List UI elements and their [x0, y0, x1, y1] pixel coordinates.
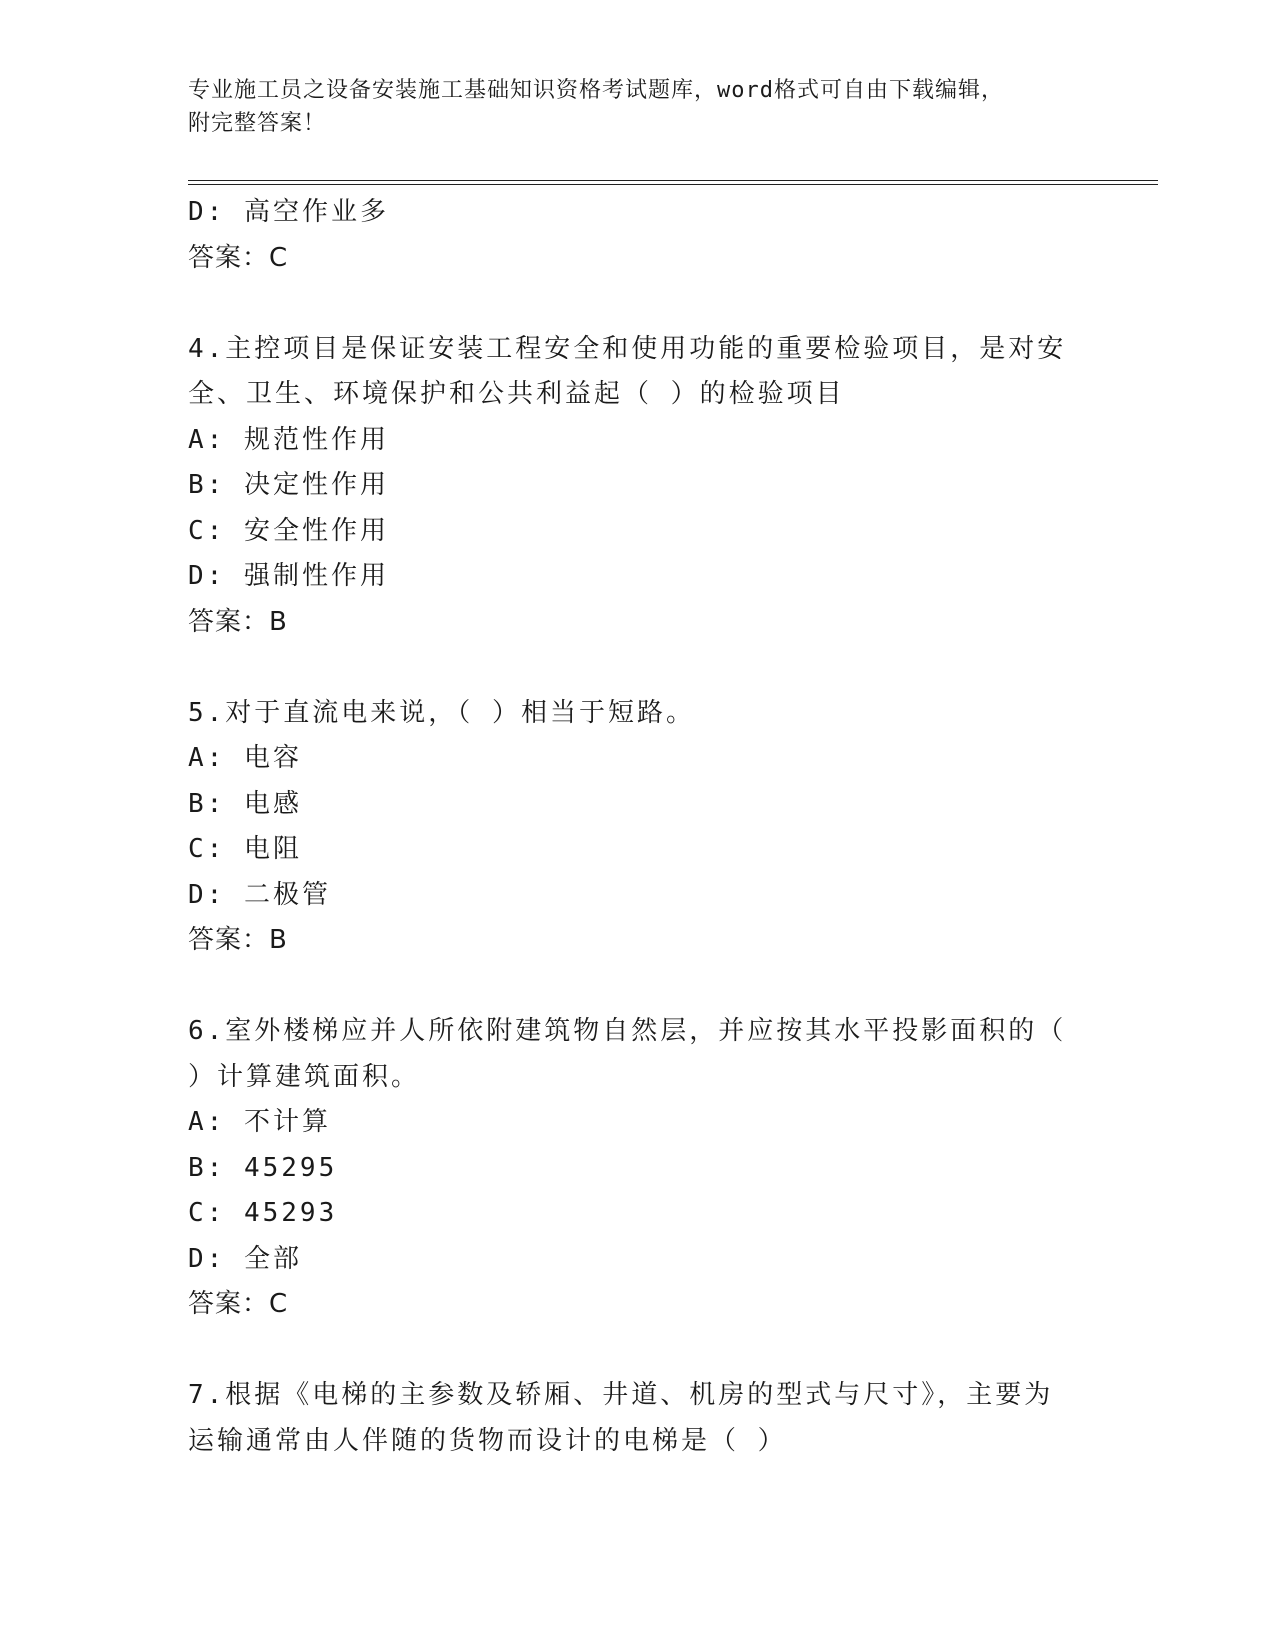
question-6-option-a: A: 不计算 [188, 1107, 331, 1137]
carryover-answer: 答案：C [188, 242, 289, 273]
question-7-stem-line-2: 运输通常由人伴随的货物而设计的电梯是（ ） [188, 1425, 787, 1456]
question-5-option-b: B: 电感 [188, 788, 302, 819]
header-divider [188, 180, 1158, 185]
header-line-1: 专业施工员之设备安装施工基础知识资格考试题库，word格式可自由下载编辑， [188, 78, 1004, 103]
question-5-stem-line-1: 5.对于直流电来说，（ ）相当于短路。 [188, 697, 695, 728]
spacer [188, 645, 1068, 691]
question-5-option-c: C: 电阻 [188, 834, 302, 864]
question-6-option-d: D: 全部 [188, 1243, 302, 1274]
question-4-answer: 答案：B [188, 606, 288, 637]
spacer [188, 964, 1068, 1010]
question-5-answer: 答案：B [188, 925, 288, 955]
document-header [188, 74, 1068, 140]
question-6-option-c: C: 45293 [188, 1198, 338, 1228]
question-6-answer: 答案：C [188, 1289, 289, 1319]
question-4-option-b: B: 决定性作用 [188, 470, 389, 500]
question-4-option-a: A: 规范性作用 [188, 424, 389, 455]
question-4-stem-line-2: 全、卫生、环境保护和公共利益起（ ）的检验项目 [188, 379, 845, 409]
spacer [188, 1328, 1068, 1374]
question-5-option-a: A: 电容 [188, 743, 302, 773]
question-content [188, 190, 1068, 1464]
question-4-option-c: C: 安全性作用 [188, 515, 389, 546]
question-6-option-b: B: 45295 [188, 1152, 338, 1183]
question-4-option-d: D: 强制性作用 [188, 561, 389, 591]
header-line-2: 附完整答案！ [188, 111, 327, 136]
question-6-stem-line-2: ）计算建筑面积。 [188, 1061, 421, 1092]
question-5-option-d: D: 二极管 [188, 879, 331, 910]
carryover-option-d: D: 高空作业多 [188, 197, 389, 227]
spacer [188, 281, 1068, 327]
question-6-stem-line-1: 6.室外楼梯应并人所依附建筑物自然层，并应按其水平投影面积的（ [188, 1016, 1067, 1046]
question-4-stem-line-1: 4.主控项目是保证安装工程安全和使用功能的重要检验项目，是对安 [188, 333, 1067, 364]
question-7-stem-line-1: 7.根据《电梯的主参数及轿厢、井道、机房的型式与尺寸》，主要为 [188, 1380, 1054, 1410]
